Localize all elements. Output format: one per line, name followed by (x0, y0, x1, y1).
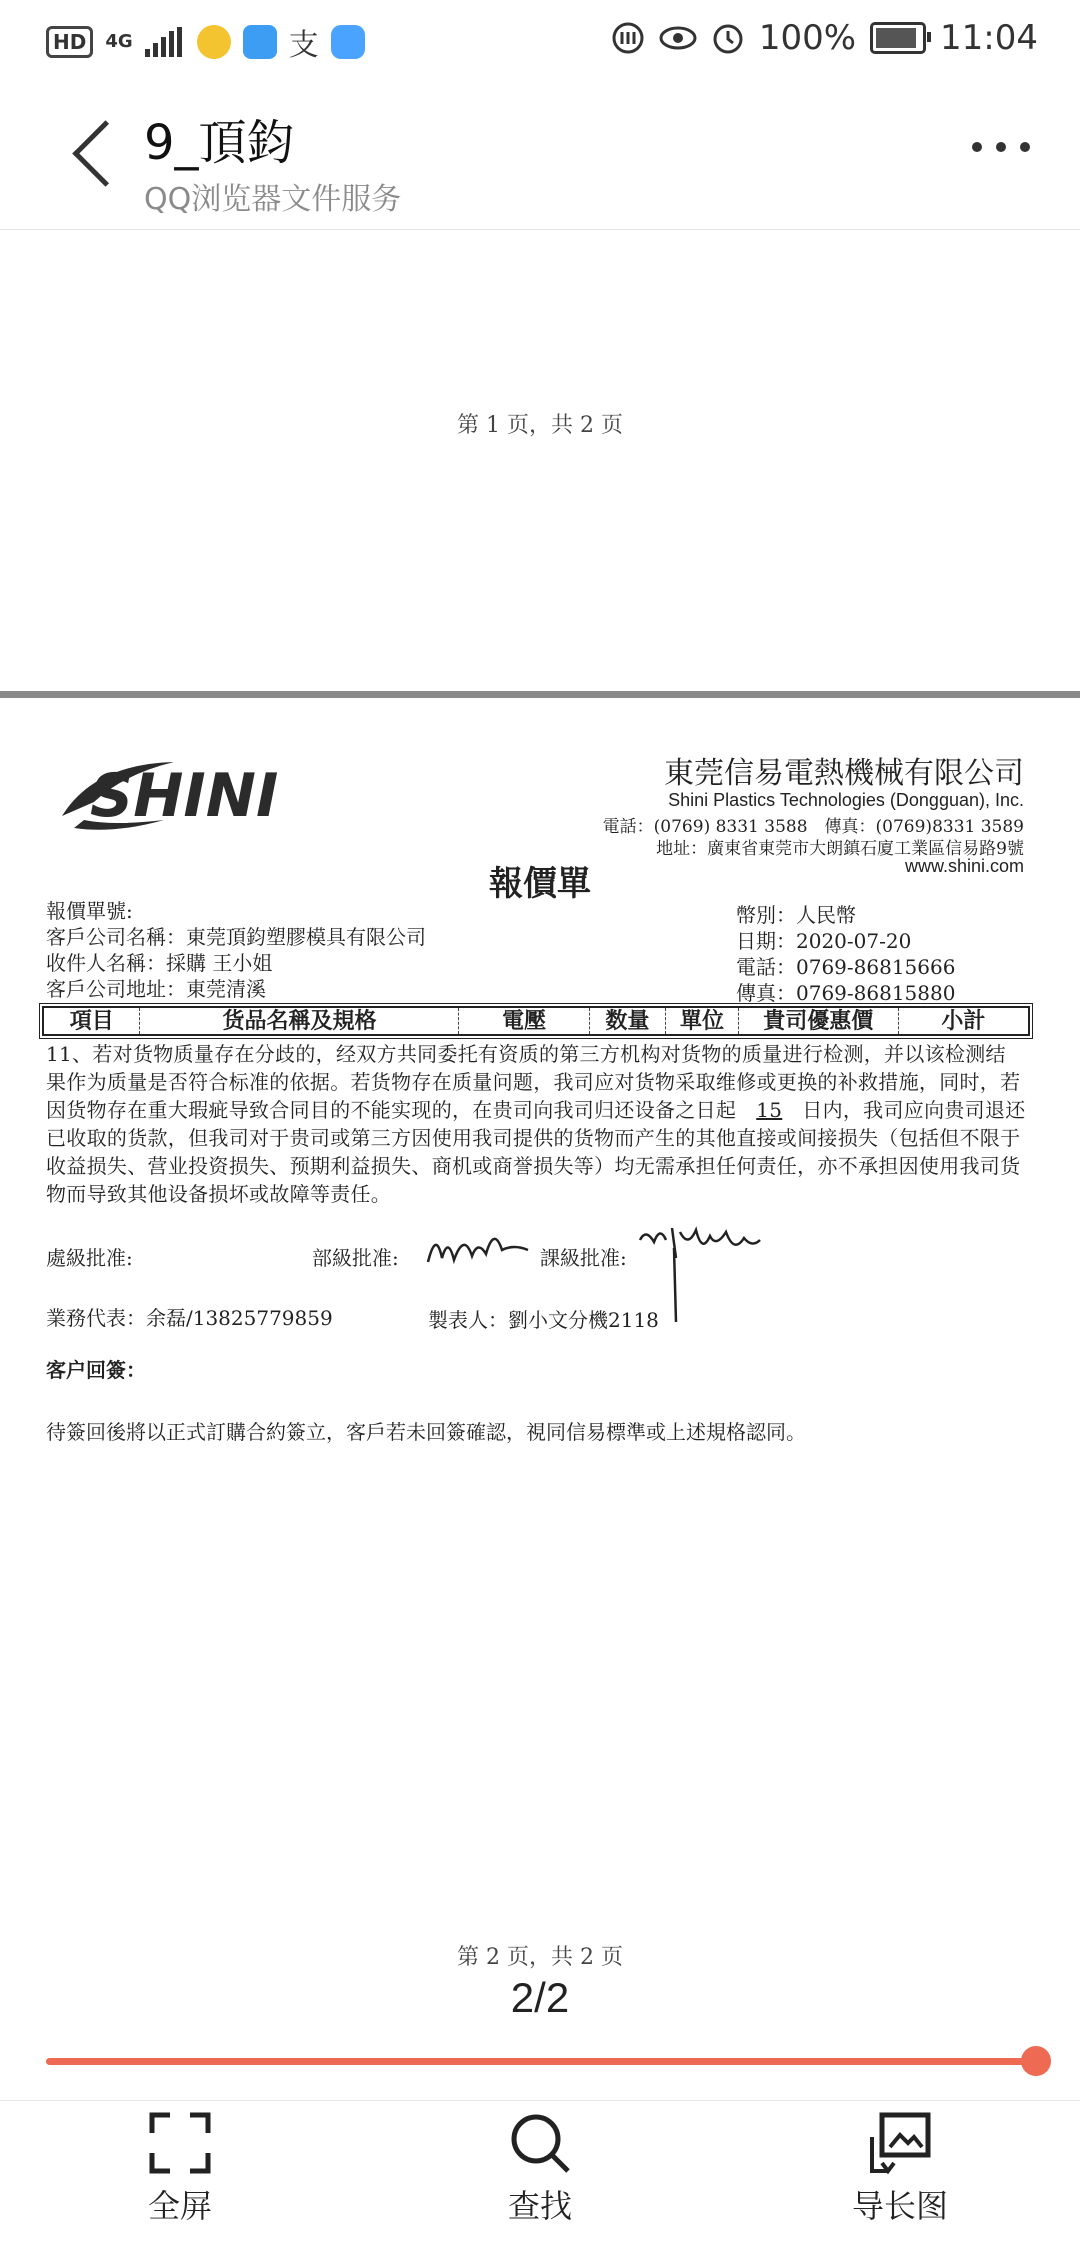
logo-text: SHINI (90, 761, 279, 831)
signature-division (424, 1220, 544, 1280)
shini-logo (54, 744, 312, 838)
progress-fill (46, 2058, 1036, 2065)
col-subtotal: 小計 (941, 1008, 986, 1034)
currency: 幣別：人民幣 (736, 903, 856, 927)
quote-number: 報價單號: (46, 899, 133, 923)
title-bar (0, 86, 1080, 230)
dot-icon (972, 142, 982, 152)
page2-footer: 第 2 页，共 2 页 (457, 1945, 623, 1970)
company-name-cn: 東莞信易電熱機械有限公司 (664, 756, 1024, 791)
hd-icon: HD (46, 26, 93, 58)
page-separator (0, 691, 1080, 698)
customer-signature: 客户回簽： (46, 1358, 146, 1382)
status-right (611, 18, 1038, 58)
fullscreen-button[interactable] (80, 2111, 280, 2227)
quote-title: 報價單 (489, 864, 591, 904)
quote-meta (736, 902, 955, 1006)
document-page-2 (0, 698, 1080, 2178)
eye-icon (659, 23, 697, 53)
document-title: 9_頂鈞 (144, 115, 295, 171)
document-viewer[interactable] (0, 230, 1080, 1970)
long-image-label: 导长图 (851, 2187, 948, 2225)
long-image-icon (868, 2111, 932, 2175)
col-voltage: 電壓 (459, 1008, 589, 1034)
approval-dept: 處級批准: (46, 1246, 133, 1270)
battery-icon (870, 22, 926, 54)
customer-fax: 傳真：0769-86815880 (736, 981, 956, 1005)
page1-footer: 第 1 页，共 2 页 (457, 413, 623, 438)
customer-phone: 電話：0769-86815666 (736, 955, 956, 979)
dot-icon (996, 142, 1006, 152)
search-icon (508, 2111, 572, 2175)
network-type: 4G (105, 31, 133, 52)
long-image-button[interactable] (800, 2111, 1000, 2227)
bottom-toolbar (0, 2100, 1080, 2245)
app-icon-green (197, 25, 231, 59)
col-qty: 数量 (590, 1008, 667, 1034)
nfc-icon (611, 21, 645, 55)
alipay-icon: 支 (288, 28, 319, 63)
status-left (46, 20, 365, 64)
approval-section: 課級批准: (540, 1246, 627, 1270)
clock: 11:04 (940, 18, 1038, 58)
customer-info (46, 898, 426, 1002)
find-label: 查找 (507, 2187, 572, 2225)
alarm-icon (711, 21, 745, 55)
approval-division: 部級批准: (312, 1246, 399, 1270)
back-button[interactable] (60, 116, 120, 196)
clause-text-a: 11、若对货物质量存在分歧的，经双方共同委托有资质的第三方机构对货物的质量进行检测，并以该检测结果作为质量是否符合标准的依据。若货物存在质量问题，我司应对货物采取维修或更换的补救措施，同时，若因货物存在重大瑕疵导致合同目的不能实现的，在贵司向我司归还设备之日起 (46, 1042, 1021, 1122)
recipient: 收件人名稱：採購 王小姐 (46, 951, 273, 975)
company-website: www.shini.com (904, 856, 1024, 876)
progress-thumb[interactable] (1021, 2046, 1051, 2076)
clause-11 (46, 1040, 1026, 1208)
fullscreen-icon (148, 2111, 212, 2175)
col-item: 項目 (44, 1008, 140, 1034)
col-unit: 單位 (666, 1008, 739, 1034)
signing-note: 待簽回後將以正式訂購合約簽立，客戶若未回簽確認，視同信易標準或上述規格認同。 (46, 1420, 806, 1444)
document-subtitle: QQ浏览器文件服务 (144, 182, 402, 217)
signal-icon (145, 27, 185, 57)
clause-text-b: 日内，我司应向贵司退还已收取的货款，但我司对于贵司或第三方因使用我司提供的货物而产生的其他直接或间接损失（包括但不限于收益损失、营业投资损失、预期利益损失、商机或商誉损失等）均无需承担任何责任，亦不承担因使用我司货物而导致其他设备损坏或故障等责任。 (46, 1098, 1026, 1206)
customer-address: 客戶公司地址：東莞清溪 (46, 977, 266, 1001)
prepared-by: 製表人：劉小文分機2118 (428, 1308, 659, 1332)
col-spec: 货品名稱及規格 (140, 1008, 459, 1034)
shield-icon (331, 25, 365, 59)
quote-table-header (42, 1006, 1030, 1036)
sales-representative: 業務代表：余磊/13825779859 (46, 1306, 333, 1330)
quote-date: 日期：2020-07-20 (736, 929, 912, 953)
clause-days: 15 (756, 1098, 783, 1122)
fullscreen-label: 全屏 (147, 2187, 212, 2225)
col-price: 貴司優惠價 (739, 1008, 899, 1034)
more-options-button[interactable] (972, 142, 1030, 152)
dot-icon (1020, 142, 1030, 152)
company-phone: 電話：(0769) 8331 3588 傳真：(0769)8331 3589 (602, 817, 1024, 837)
page-indicator: 2/2 (510, 1974, 570, 2021)
battery-percent: 100% (758, 18, 857, 58)
page-progress-slider[interactable] (46, 2058, 1036, 2065)
customer-company: 客戶公司名稱：東莞頂鈞塑膠模具有限公司 (46, 925, 426, 949)
app-icon-blue (243, 25, 277, 59)
status-bar (0, 0, 1080, 86)
company-name-en: Shini Plastics Technologies (Dongguan), Inc. (668, 790, 1024, 810)
signature-section (636, 1218, 796, 1328)
company-address: 地址：廣東省東莞市大朗鎮石廈工業區信易路9號 (656, 839, 1024, 859)
find-button[interactable] (440, 2111, 640, 2227)
